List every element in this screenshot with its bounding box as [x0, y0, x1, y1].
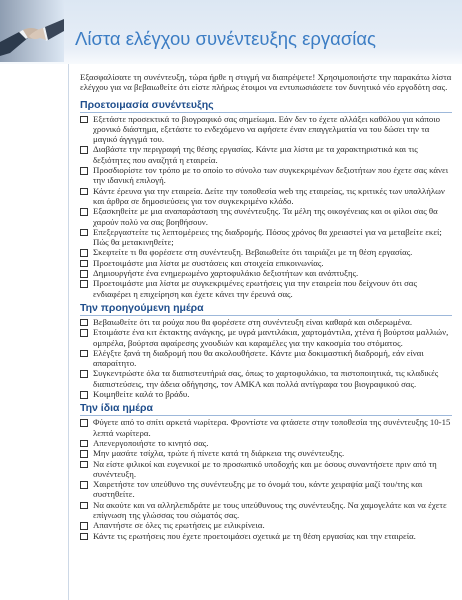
checkbox-icon — [80, 391, 88, 399]
checklist-item — [80, 268, 452, 278]
checklist-item — [80, 459, 452, 480]
checklist-item-text: Διαβάστε την περιγραφή της θέσης εργασίας. Κάντε μια λίστα με τα χαρακτηριστικά και τις δεξιότητες που αναζητά η εταιρεία. — [93, 144, 418, 165]
checklist-item-text: Επεξεργαστείτε τις λεπτομέρειες της διαδρομής. Πόσος χρόνος θα χρειαστεί για να μεταβείτε εκεί; Πώς θα μετακινηθείτε; — [93, 226, 442, 248]
section-heading: Την ίδια ημέρα — [80, 402, 452, 416]
checklist-item — [80, 327, 452, 348]
checklist-item-text: Προσδιορίστε τον τρόπο με το οποίο το σύνολο των συγκεκριμένων δεξιοτήτων που έχετε σας κάνει την ιδανική επιλογή. — [93, 165, 449, 186]
handshake-photo — [0, 0, 64, 62]
checklist — [80, 317, 452, 399]
checklist-item-text: Προετοιμάστε μια λίστα με συστάσεις και στοιχεία επικοινωνίας. — [93, 257, 324, 268]
checkbox-icon — [80, 502, 88, 510]
section-day-before — [80, 302, 452, 399]
checklist-item-text: Χαιρετήστε τον υπεύθυνο της συνέντευξης με το όνομά του, κάντε χειραψία μαζί του/της και συστηθείτε. — [93, 479, 423, 500]
checklist-item-text: Φύγετε από το σπίτι αρκετά νωρίτερα. Φροντίστε να φτάσετε στην τοποθεσία της συνέντευξης 10-15 λεπτά νωρίτερα. — [93, 417, 451, 438]
checklist-item-text: Απενεργοποιήστε το κινητό σας. — [93, 437, 209, 448]
checklist-item-text: Να ακούτε και να αλληλεπιδράτε με τους υπεύθυνους της συνέντευξης. Να χαμογελάτε και να έχετε επίγνωση της γλώσσας του σώματός σας. — [93, 499, 447, 520]
checklist-item — [80, 500, 452, 521]
checklist-item — [80, 317, 452, 327]
checklist-item-text: Απαντήστε σε όλες τις ερωτήσεις με ειλικρίνεια. — [93, 520, 265, 531]
checkbox-icon — [80, 450, 88, 458]
checklist-item-text: Συγκεντρώστε όλα τα διαπιστευτήριά σας, όπως το χαρτοφυλάκιο, τα πιστοποιητικά, τις κλαδικές διαπιστεύσεις, την άδεια οδήγησης, τον ΑΜΚΑ και πολλά αντίγραφα του βιογραφικού σας. — [93, 368, 439, 389]
margin-rule — [68, 64, 69, 600]
checklist-item-text: Σκεφτείτε τι θα φορέσετε στη συνέντευξη. Βεβαιωθείτε ότι ταιριάζει με τη θέση εργασίας. — [93, 247, 413, 258]
checklist — [80, 417, 452, 541]
handshake-icon — [0, 0, 64, 62]
checklist-item-text: Εξετάστε προσεκτικά το βιογραφικό σας σημείωμα. Εάν δεν το έχετε αλλάξει καθόλου για κάποιο χρονικό διάστημα, εξετάστε το ενδεχόμενο να αφήσετε έναν επαγγελματία να του δώσει την τα μαγικό άγγιγμά του. — [93, 113, 441, 145]
checklist-item — [80, 165, 452, 186]
checklist-item-text: Μην μασάτε τσίχλα, τρώτε ή πίνετε κατά τη διάρκεια της συνέντευξης. — [93, 448, 345, 459]
checklist-item — [80, 531, 452, 541]
checklist-item-text: Κάντε τις ερωτήσεις που έχετε προετοιμάσει σχετικά με τη θέση εργασίας και την εταιρεία. — [93, 530, 416, 541]
checkbox-icon — [80, 146, 88, 154]
section-interview-preparation — [80, 99, 452, 299]
checkbox-icon — [80, 319, 88, 327]
checkbox-icon — [80, 481, 88, 489]
checklist-item — [80, 278, 452, 299]
checkbox-icon — [80, 249, 88, 257]
checklist-item — [80, 348, 452, 369]
checklist-item — [80, 247, 452, 257]
checkbox-icon — [80, 461, 88, 469]
checklist-item — [80, 206, 452, 227]
checklist-item-text: Δημιουργήστε ένα ενημερωμένο χαρτοφυλάκιο δεξιοτήτων και ανάπτυξης. — [93, 268, 359, 279]
checklist-item — [80, 438, 452, 448]
checklist-item-text: Ελέγξτε ξανά τη διαδρομή που θα ακολουθήσετε. Κάντε μια δοκιμαστική διαδρομή, εάν είναι απαραίτητο. — [93, 347, 424, 369]
checklist-item-text: Προετοιμάστε μια λίστα με συγκεκριμένες ερωτήσεις για την εταιρεία που δείχνουν ότι σας ενδιαφέρει η επιχείρηση και έχετε κάνει την έρευνά σας. — [93, 278, 417, 299]
document-body — [80, 72, 452, 541]
checklist-item — [80, 186, 452, 207]
checklist-item — [80, 368, 452, 389]
section-same-day — [80, 402, 452, 541]
section-heading: Την προηγούμενη ημέρα — [80, 302, 452, 316]
intro-paragraph: Εξασφαλίσατε τη συνέντευξη, τώρα ήρθε η στιγμή να διαπρέψετε! Χρησιμοποιήστε την παρακάτω λίστα ελέγχου για να βεβαιωθείτε ότι είστε πλήρως έτοιμοι να εντυπωσιάσετε τον δυνητικό νέο εργοδότη σας. — [80, 72, 452, 93]
checklist-item — [80, 258, 452, 268]
checkbox-icon — [80, 440, 88, 448]
checklist — [80, 114, 452, 299]
checklist-item — [80, 520, 452, 530]
checkbox-icon — [80, 167, 88, 175]
checklist-item-text: Κοιμηθείτε καλά το βράδυ. — [93, 389, 190, 400]
checkbox-icon — [80, 533, 88, 541]
checkbox-icon — [80, 419, 88, 427]
checklist-item — [80, 448, 452, 458]
checklist-item — [80, 114, 452, 145]
section-heading: Προετοιμασία συνέντευξης — [80, 99, 452, 113]
checklist-item — [80, 144, 452, 165]
checkbox-icon — [80, 208, 88, 216]
checkbox-icon — [80, 270, 88, 278]
checklist-item — [80, 389, 452, 399]
checklist-item-text: Να είστε φιλικοί και ευγενικοί με το προσωπικό υποδοχής και με όσους συναντήσετε πριν από τη συνέντευξη. — [93, 458, 437, 479]
checkbox-icon — [80, 350, 88, 358]
checkbox-icon — [80, 522, 88, 530]
checkbox-icon — [80, 188, 88, 196]
checklist-item — [80, 417, 452, 438]
checkbox-icon — [80, 280, 88, 288]
checklist-item-text: Βεβαιωθείτε ότι τα ρούχα που θα φορέσετε στη συνέντευξη είναι καθαρά και σιδερωμένα. — [93, 316, 413, 327]
checklist-item — [80, 479, 452, 500]
checkbox-icon — [80, 370, 88, 378]
checklist-item-text: Κάντε έρευνα για την εταιρεία. Δείτε την τοποθεσία web της εταιρείας, τις κριτικές των υπαλλήλων και άρθρα σε δημοσιεύσεις για τον συγκεκριμένο κλάδο. — [93, 185, 445, 206]
page-title: Λίστα ελέγχου συνέντευξης εργασίας — [75, 28, 376, 49]
checklist-item — [80, 227, 452, 248]
checkbox-icon — [80, 260, 88, 268]
checkbox-icon — [80, 229, 88, 237]
checklist-item-text: Ετοιμάστε ένα κιτ έκτακτης ανάγκης, με υγρά μαντιλάκια, χαρτομάντιλα, χτένα ή βούρτσα μαλλιών, ομπρέλα, βούρτσα αφαίρεσης χνουδιών και καραμέλες για την κακοσμία του στόματος. — [93, 327, 449, 348]
checkbox-icon — [80, 116, 88, 124]
checklist-item-text: Εξασκηθείτε με μια αναπαράσταση της συνέντευξης. Τα μέλη της οικογένειας και οι φίλοι σας θα χαρούν πολύ να σας βοηθήσουν. — [93, 206, 438, 227]
checkbox-icon — [80, 329, 88, 337]
